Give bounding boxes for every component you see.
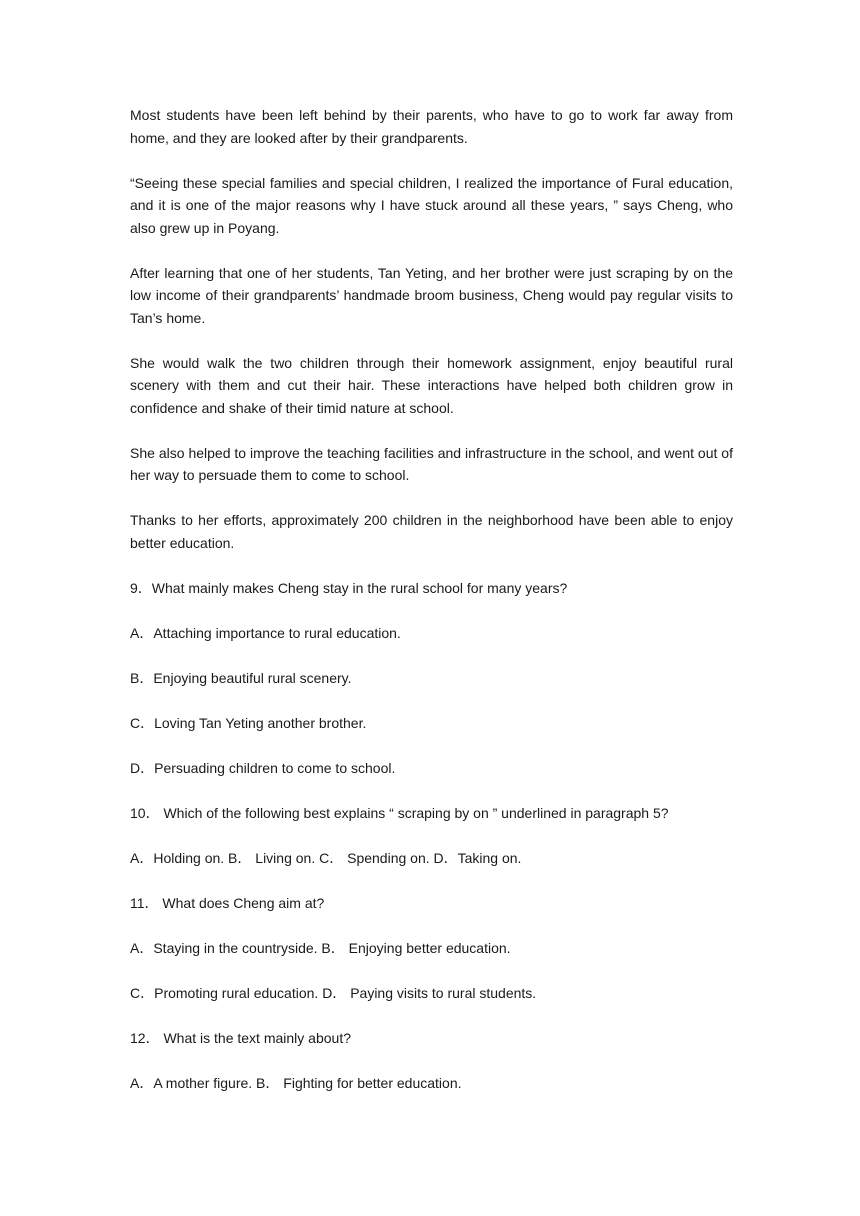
question-9-stem: 9．What mainly makes Cheng stay in the rural school for many years? xyxy=(130,579,568,596)
question-11-stem: 11． What does Cheng aim at? xyxy=(130,894,325,911)
paragraph-tan-yeting: After learning that one of her students, Tan Yeting, and her brother were just scraping by on the low income of their grandparents’ handmade broom business, Cheng would pay regular visits to Tan’s home. xyxy=(130,264,733,326)
question-9-option-c: C．Loving Tan Yeting another brother. xyxy=(130,714,367,731)
question-9-option-b: B．Enjoying beautiful rural scenery. xyxy=(130,669,352,686)
question-12-stem: 12． What is the text mainly about? xyxy=(130,1029,351,1046)
paragraph-interactions: She would walk the two children through their homework assignment, enjoy beautiful rural scenery with them and cut their hair. These interactions have helped both children grow in confidence and shake of their timid nature at school. xyxy=(130,354,733,416)
paragraph-efforts: Thanks to her efforts, approximately 200 children in the neighborhood have been able to enjoy better education. xyxy=(130,512,733,551)
paragraph-cheng-quote: “Seeing these special families and special children, I realized the importance of Fural education, and it is one of the major reasons why I have stuck around all these years, ” says Cheng, who also grew up in Poyang. xyxy=(130,174,733,236)
question-10-stem: 10． Which of the following best explains “ scraping by on ” underlined in paragraph 5? xyxy=(130,804,669,821)
question-11-options-ab: A．Staying in the countryside. B． Enjoying better education. xyxy=(130,939,511,956)
question-12-options-ab: A．A mother figure. B． Fighting for better education. xyxy=(130,1074,462,1091)
document-page xyxy=(130,104,733,1117)
question-11-options-cd: C．Promoting rural education. D． Paying visits to rural students. xyxy=(130,984,537,1001)
paragraph-left-behind: Most students have been left behind by their parents, who have to go to work far away from home, and they are looked after by their grandparents. xyxy=(130,107,733,146)
question-9-option-a: A．Attaching importance to rural education. xyxy=(130,624,401,641)
question-9-option-d: D．Persuading children to come to school. xyxy=(130,759,396,776)
question-10-options: A．Holding on. B． Living on. C． Spending on. D．Taking on. xyxy=(130,849,522,866)
paragraph-facilities: She also helped to improve the teaching facilities and infrastructure in the school, and went out of her way to persuade them to come to school. xyxy=(130,444,733,483)
